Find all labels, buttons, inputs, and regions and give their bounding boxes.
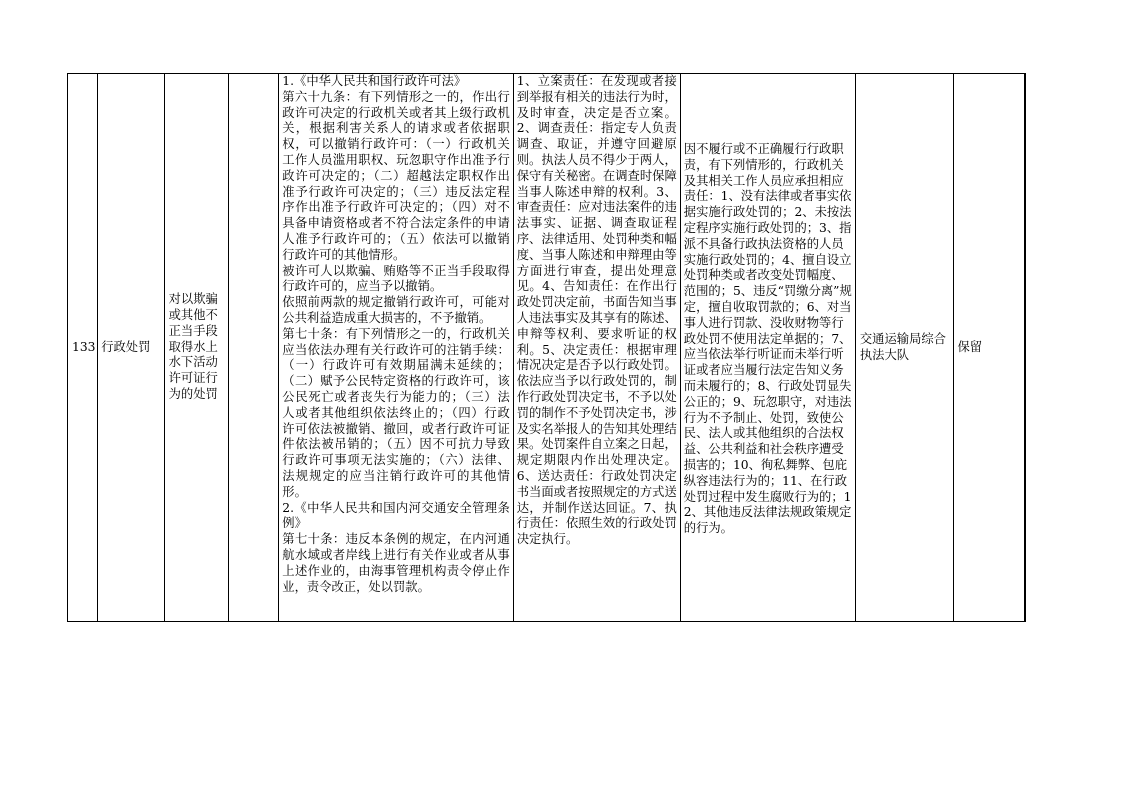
duty-text: 1、立案责任：在发现或者接到举报有相关的违法行为时，及时审查，决定是否立案。2、调查责任：指定专人负责调查、取证，并遵守回避原则。执法人员不得少于两人，保守有关秘密。在调查时保障当事人陈述申辩的权利。3、审查责任：应对违法案件的违法事实、证据、调查取证程序、法律适用、处罚种类和幅度、当事人陈述和申辩理由等方面进行审查，提出处理意见。4、告知责任：在作出行政处罚决定前，书面告知当事人违法事实及其享有的陈述、申辩等权利、要求听证的权利。5、决定责任：根据审理情况决定是否予以行政处罚。依法应当予以行政处罚的，制作行政处罚决定书，不予以处罚的制作不予处罚决定书，涉及实名举报人的告知其处理结果。处罚案件自立案之日起，规定期限内作出处理决定。6、送达责任：行政处罚决定书当面或者按照规定的方式送达，并制作送达回证。7、执行责任：依照生效的行政处罚决定执行。 [516, 74, 677, 547]
power-type: 行政处罚 [101, 339, 151, 354]
responsibility-text: 因不履行或不正确履行行政职责，有下列情形的，行政机关及其相关工作人员应承担相应责任：1、没有法律或者事实依据实施行政处罚的；2、未按法定程序实施行政处罚的；3、指派不具备行政执法资格的人员实施行政处罚的；4、擅自设立处罚种类或者改变处罚幅度、范围的；5、违反“罚缴分离”规定，擅自收取罚款的；6、对当事人进行罚款、没收财物等行政处罚不使用法定单据的；7、应当依法举行听证而未举行听证或者应当履行法定告知义务而未履行的；8、行政处罚显失公正的；9、玩忽职守，对违法行为不予制止、处罚，致使公民、法人或其他组织的合法权益、公共利益和社会秩序遭受损害的；10、徇私舞弊、包庇纵容违法行为的；11、在行政处罚过程中发生腐败行为的；12、其他违反法律法规政策规定的行为。 [683, 142, 852, 536]
status: 保留 [957, 339, 983, 354]
basis-paragraph: 被许可人以欺骗、贿赂等不正当手段取得行政许可的，应当予以撤销。 [282, 263, 510, 294]
basis-paragraph: 2.《中华人民共和国内河交通安全管理条例》 [282, 500, 510, 531]
department: 交通运输局综合执法大队 [859, 331, 946, 362]
sub-item-cell [228, 74, 278, 622]
row-number: 133 [72, 339, 96, 354]
basis-paragraph: 第七十条：有下列情形之一的，行政机关应当依法办理有关行政许可的注销手续：（一）行政许可有效期届满未延续的；（二）赋予公民特定资格的行政许可，该公民死亡或者丧失行为能力的；（三）法人或者其他组织依法终止的；（四）行政许可依法被撤销、撤回，或者行政许可证件依法被吊销的；（五）因不可抗力导致行政许可事项无法实施的；（六）法律、法规规定的应当注销行政许可的其他情形。 [282, 326, 510, 499]
power-type-cell [98, 74, 164, 622]
status-cell [954, 74, 1024, 622]
basis-paragraph: 1.《中华人民共和国行政许可法》 [282, 74, 467, 88]
remark-cell [1024, 74, 1025, 622]
basis-paragraph: 依照前两款的规定撤销行政许可，可能对公共利益造成重大损害的，不予撤销。 [282, 295, 510, 325]
item-name: 对以欺骗或其他不正当手段取得水上水下活动许可证行为的处罚 [168, 292, 218, 401]
legal-basis-cell [279, 74, 513, 622]
power-list-table [67, 73, 1026, 622]
department-cell [855, 74, 954, 622]
responsibility-cell [680, 74, 855, 622]
basis-paragraph: 第六十九条：有下列情形之一的，作出行政许可决定的行政机关或者其上级行政机关，根据利害关系人的请求或者依据职权，可以撤销行政许可：（一）行政机关工作人员滥用职权、玩忽职守作出准予行政许可决定的；（二）超越法定职权作出准予行政许可决定的；（三）违反法定程序作出准予行政许可决定的；（四）对不具备申请资格或者不符合法定条件的申请人准予行政许可的；（五）依法可以撤销行政许可的其他情形。 [282, 89, 510, 262]
row-number-cell [68, 74, 98, 622]
duty-cell [513, 74, 680, 622]
basis-paragraph: 第七十条：违反本条例的规定，在内河通航水域或者岸线上进行有关作业或者从事上述作业的，由海事管理机构责令停止作业，责令改正，处以罚款。 [282, 532, 510, 594]
table-row [68, 74, 1026, 622]
item-name-cell [164, 74, 228, 622]
legal-basis [279, 74, 512, 621]
